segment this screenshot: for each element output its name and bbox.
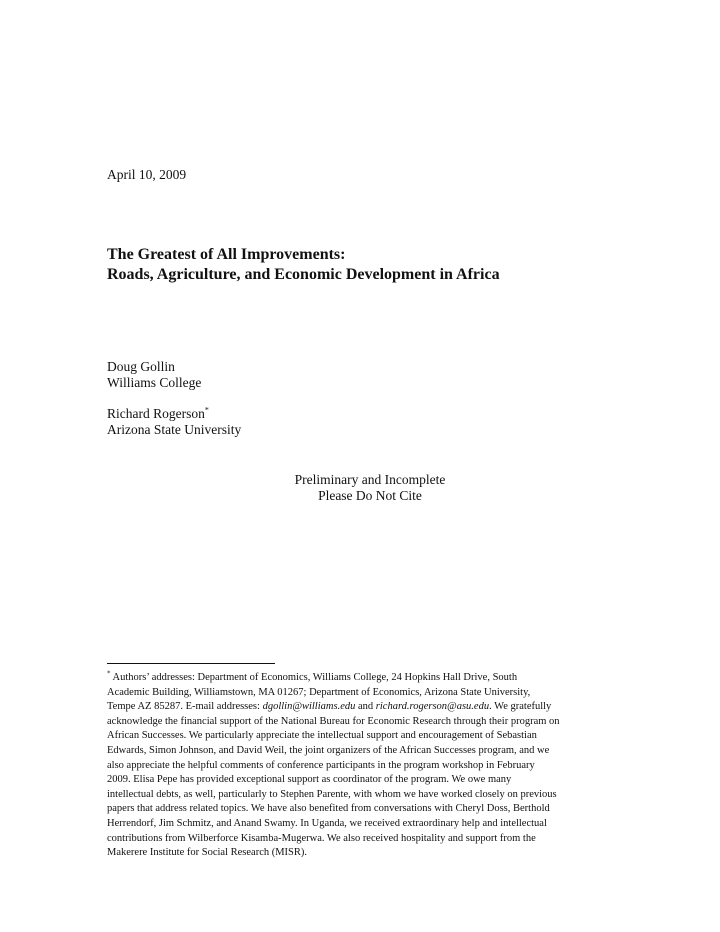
paper-title: [107, 245, 500, 285]
paper-date: April 10, 2009: [107, 167, 187, 182]
footnote-marker[interactable]: *: [204, 405, 209, 415]
footnote-line: also appreciate the helpful comments of conference participants in the program workshop in February: [107, 759, 535, 771]
footnote-mark: *: [107, 669, 111, 678]
footnote-text: Authors’ addresses: Department of Economics, Williams College, 24 Hopkins Hall Drive, South: [110, 672, 518, 683]
draft-status: [210, 472, 530, 504]
footnote-line: acknowledge the financial support of the National Bureau for Economic Research through their program on: [107, 715, 560, 727]
paper-title-line-1: The Greatest of All Improvements:: [107, 246, 346, 263]
author-affiliation: Williams College: [107, 375, 202, 390]
footnote-line: Academic Building, Williamstown, MA 01267; Department of Economics, Arizona State University,: [107, 686, 531, 698]
footnote-text: Tempe AZ 85287. E-mail addresses:: [107, 701, 263, 713]
author-name: Richard Rogerson: [107, 406, 205, 421]
footnote-separator: [107, 663, 275, 664]
author-name: Doug Gollin: [107, 359, 175, 374]
footnote-line: intellectual debts, as well, particularly to Stephen Parente, with whom we have worked closely on previous: [107, 788, 557, 800]
footnote-line: African Successes. We particularly appreciate the intellectual support and encouragement of Sebastian: [107, 730, 537, 742]
footnote-line: contributions from Wilberforce Kisamba-Mugerwa. We also received hospitality and support from the: [107, 832, 536, 844]
author-block-2: [107, 406, 241, 438]
author-name-line: [107, 406, 241, 422]
footnote-text: . We gratefully: [489, 701, 552, 713]
draft-status-line-2: Please Do Not Cite: [318, 488, 422, 503]
footnote-text: and: [355, 701, 376, 713]
footnote-line: papers that address related topics. We have also benefited from conversations with Cheryl Doss, Berthold: [107, 803, 550, 815]
footnote-line: 2009. Elisa Pepe has provided exceptional support as coordinator of the program. We owe many: [107, 774, 512, 786]
footnote-line: [107, 671, 627, 686]
author-affiliation: Arizona State University: [107, 422, 242, 437]
email-link-rogerson[interactable]: richard.rogerson@asu.edu: [375, 701, 490, 713]
footnote-line: Edwards, Simon Johnson, and David Weil, the joint organizers of the African Successes program, and we: [107, 744, 550, 756]
paper-title-line-2: Roads, Agriculture, and Economic Development in Africa: [107, 266, 500, 283]
draft-status-line-1: Preliminary and Incomplete: [294, 472, 446, 487]
footnote-line: [107, 700, 627, 715]
author-block-1: [107, 359, 201, 391]
footnote: [107, 671, 627, 861]
footnote-line: Herrendorf, Jim Schmitz, and Anand Swamy. In Uganda, we received extraordinary help and intellectual: [107, 817, 547, 829]
email-link-gollin[interactable]: dgollin@williams.edu: [262, 701, 356, 713]
footnote-line: Makerere Institute for Social Research (MISR).: [107, 847, 308, 859]
